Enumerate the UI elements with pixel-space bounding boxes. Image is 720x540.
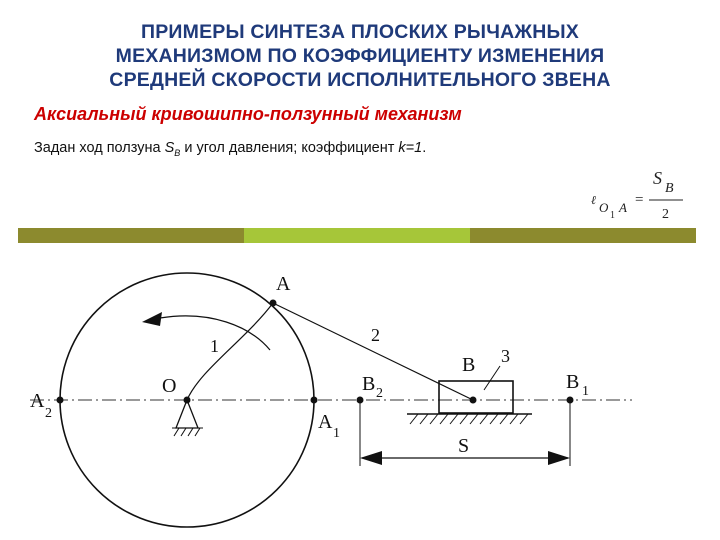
support-hatching [172, 428, 203, 436]
formula-lhs-sub1: O [599, 200, 609, 215]
slider-block [439, 381, 513, 413]
slider-label-leader [484, 366, 500, 390]
label-a2-index: 2 [45, 406, 52, 421]
joint-b [470, 397, 477, 404]
formula-denominator: 2 [662, 207, 669, 222]
formula-lhs-symbol: ℓ [591, 193, 596, 207]
point-a1 [311, 397, 318, 404]
formula-numerator-sub: B [665, 181, 674, 196]
fixed-support [176, 400, 198, 428]
statement-text-middle: и угол давления; коэффициент [180, 140, 399, 156]
point-b2 [357, 397, 364, 404]
joint-a [270, 300, 277, 307]
label-a1-index: 1 [333, 426, 340, 441]
statement-text-end: . [422, 140, 427, 156]
point-b1 [567, 397, 574, 404]
stroke-symbol-subscript: B [174, 147, 181, 158]
label-b: B [462, 354, 476, 376]
statement-text-before: Задан ход ползуна [34, 140, 165, 156]
label-b1: B [566, 371, 580, 393]
rotation-arrowhead [142, 312, 162, 326]
crank-link [187, 303, 273, 400]
dimension-arrow-right [548, 451, 570, 465]
formula-numerator: S [653, 168, 662, 188]
label-link-1: 1 [210, 336, 219, 356]
dimension-arrow-left [360, 451, 382, 465]
label-link-2: 2 [371, 325, 380, 345]
stroke-symbol: S [164, 140, 175, 156]
formula-lhs-sub1-index: 1 [610, 210, 615, 221]
coefficient-expression: k=1 [398, 140, 423, 156]
label-link-3: 3 [501, 346, 510, 366]
label-b1-index: 1 [582, 384, 589, 399]
label-a: A [276, 273, 291, 295]
title-line: ПРИМЕРЫ СИНТЕЗА ПЛОСКИХ РЫЧАЖНЫХ [141, 21, 579, 43]
guide-hatching [410, 414, 528, 424]
label-o: O [162, 375, 177, 397]
label-b2: B [362, 373, 376, 395]
label-a2: A [30, 390, 45, 412]
point-a2 [57, 397, 64, 404]
label-b2-index: 2 [376, 386, 383, 401]
formula-lhs-sub2: A [619, 200, 627, 215]
label-a1: A [318, 411, 333, 433]
slide-subtitle: Аксиальный кривошипно-ползунный механизм [34, 104, 462, 124]
title-line: СРЕДНЕЙ СКОРОСТИ ИСПОЛНИТЕЛЬНОГО ЗВЕНА [109, 69, 611, 91]
joint-o [184, 397, 191, 404]
label-stroke-s: S [458, 435, 470, 457]
title-line: МЕХАНИЗМОМ ПО КОЭФФИЦИЕНТУ ИЗМЕНЕНИЯ [115, 45, 605, 67]
formula-equals: = [635, 192, 644, 208]
